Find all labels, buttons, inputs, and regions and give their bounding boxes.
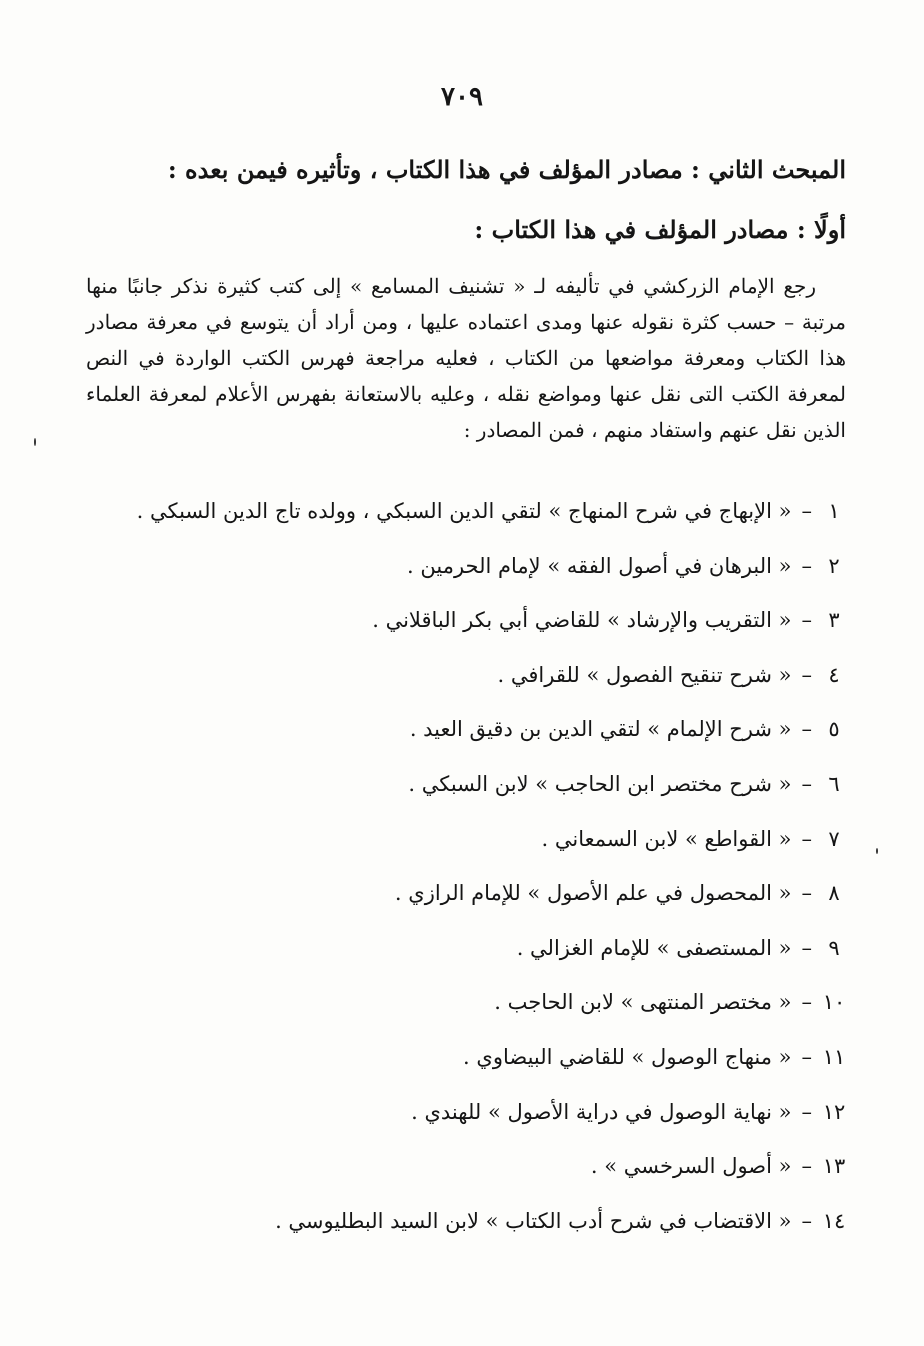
source-dash: – xyxy=(801,608,812,633)
source-item xyxy=(86,812,846,867)
source-text: « نهاية الوصول في دراية الأصول » للهندي . xyxy=(411,1099,792,1124)
subsection-heading: أولًا : مصادر المؤلف في هذا الكتاب : xyxy=(474,215,846,244)
source-number: ١١ xyxy=(822,1044,846,1069)
source-item xyxy=(86,975,846,1030)
source-number: ١٠ xyxy=(822,990,846,1015)
source-text: « أصول السرخسي » . xyxy=(590,1154,792,1179)
source-text: « شرح مختصر ابن الحاجب » لابن السبكي . xyxy=(408,771,792,796)
source-number: ٥ xyxy=(828,717,840,742)
section-heading: المبحث الثاني : مصادر المؤلف في هذا الكتاب ، وتأثيره فيمن بعده : xyxy=(167,155,846,184)
source-text: « شرح تنقيح الفصول » للقرافي . xyxy=(497,662,792,687)
source-number: ٦ xyxy=(828,771,840,796)
source-dash: – xyxy=(801,771,812,796)
source-dash: – xyxy=(801,881,812,906)
sources-list xyxy=(86,484,846,1248)
source-dash: – xyxy=(801,1154,812,1179)
source-dash: – xyxy=(801,499,812,523)
source-text: « الاقتضاب في شرح أدب الكتاب » لابن السيد البطليوسي . xyxy=(275,1208,792,1233)
source-text: « البرهان في أصول الفقه » لإمام الحرمين . xyxy=(407,553,792,578)
source-dash: – xyxy=(801,662,812,687)
source-number: ١٣ xyxy=(822,1154,846,1179)
source-number: ٢ xyxy=(828,553,840,578)
source-number: ٣ xyxy=(828,608,840,633)
source-text: « القواطع » لابن السمعاني . xyxy=(541,826,792,851)
source-item xyxy=(86,1194,846,1249)
source-item xyxy=(86,866,846,921)
source-dash: – xyxy=(801,1099,812,1124)
page-number: ٧٠٩ xyxy=(441,82,483,112)
source-item xyxy=(86,702,846,757)
source-number: ٤ xyxy=(828,662,840,687)
source-dash: – xyxy=(801,826,812,851)
source-number: ٩ xyxy=(828,935,840,960)
source-text: « مختصر المنتهى » لابن الحاجب . xyxy=(494,990,792,1015)
source-item xyxy=(86,1085,846,1140)
source-dash: – xyxy=(801,935,812,960)
source-number: ١ xyxy=(828,499,840,523)
source-text: « الإبهاج في شرح المنهاج » لتقي الدين السبكي ، وولده تاج الدين السبكي . xyxy=(136,499,792,523)
source-item xyxy=(86,757,846,812)
scan-speck xyxy=(34,438,36,446)
source-dash: – xyxy=(801,990,812,1015)
scan-speck xyxy=(876,848,878,854)
source-item xyxy=(86,648,846,703)
source-dash: – xyxy=(801,553,812,578)
source-text: « المحصول في علم الأصول » للإمام الرازي . xyxy=(394,881,792,906)
source-text: « المستصفى » للإمام الغزالي . xyxy=(516,935,792,960)
source-number: ٨ xyxy=(828,881,840,906)
source-text: « التقريب والإرشاد » للقاضي أبي بكر الباقلاني . xyxy=(372,608,792,633)
intro-paragraph: رجع الإمام الزركشي في تأليفه لـ « تشنيف المسامع » إلى كتب كثيرة نذكر جانبًا منها مرتبة – حسب كثرة نقوله عنها ومدى اعتماده عليها ، ومن أراد أن يتوسع في معرفة مصادر هذا الكتاب ومعرفة مواضعها من الكتاب ، فعليه مراجعة فهرس الكتب الواردة في النص لمعرفة الكتب التى نقل عنها ومواضع نقله ، وعليه بالاستعانة بفهرس الأعلام لمعرفة العلماء الذين نقل عنهم واستفاد منهم ، فمن المصادر : xyxy=(86,274,846,442)
source-item xyxy=(86,1139,846,1194)
source-text: « شرح الإلمام » لتقي الدين بن دقيق العيد . xyxy=(409,717,792,742)
source-number: ١٤ xyxy=(822,1208,846,1233)
source-item xyxy=(86,921,846,976)
source-number: ٧ xyxy=(828,826,840,851)
source-dash: – xyxy=(801,1208,812,1233)
source-item xyxy=(86,1030,846,1085)
source-text: « منهاج الوصول » للقاضي البيضاوي . xyxy=(463,1044,792,1069)
source-number: ١٢ xyxy=(822,1099,846,1124)
source-dash: – xyxy=(801,1044,812,1069)
source-dash: – xyxy=(801,717,812,742)
source-item xyxy=(86,593,846,648)
source-item xyxy=(86,539,846,594)
source-item xyxy=(86,484,846,539)
